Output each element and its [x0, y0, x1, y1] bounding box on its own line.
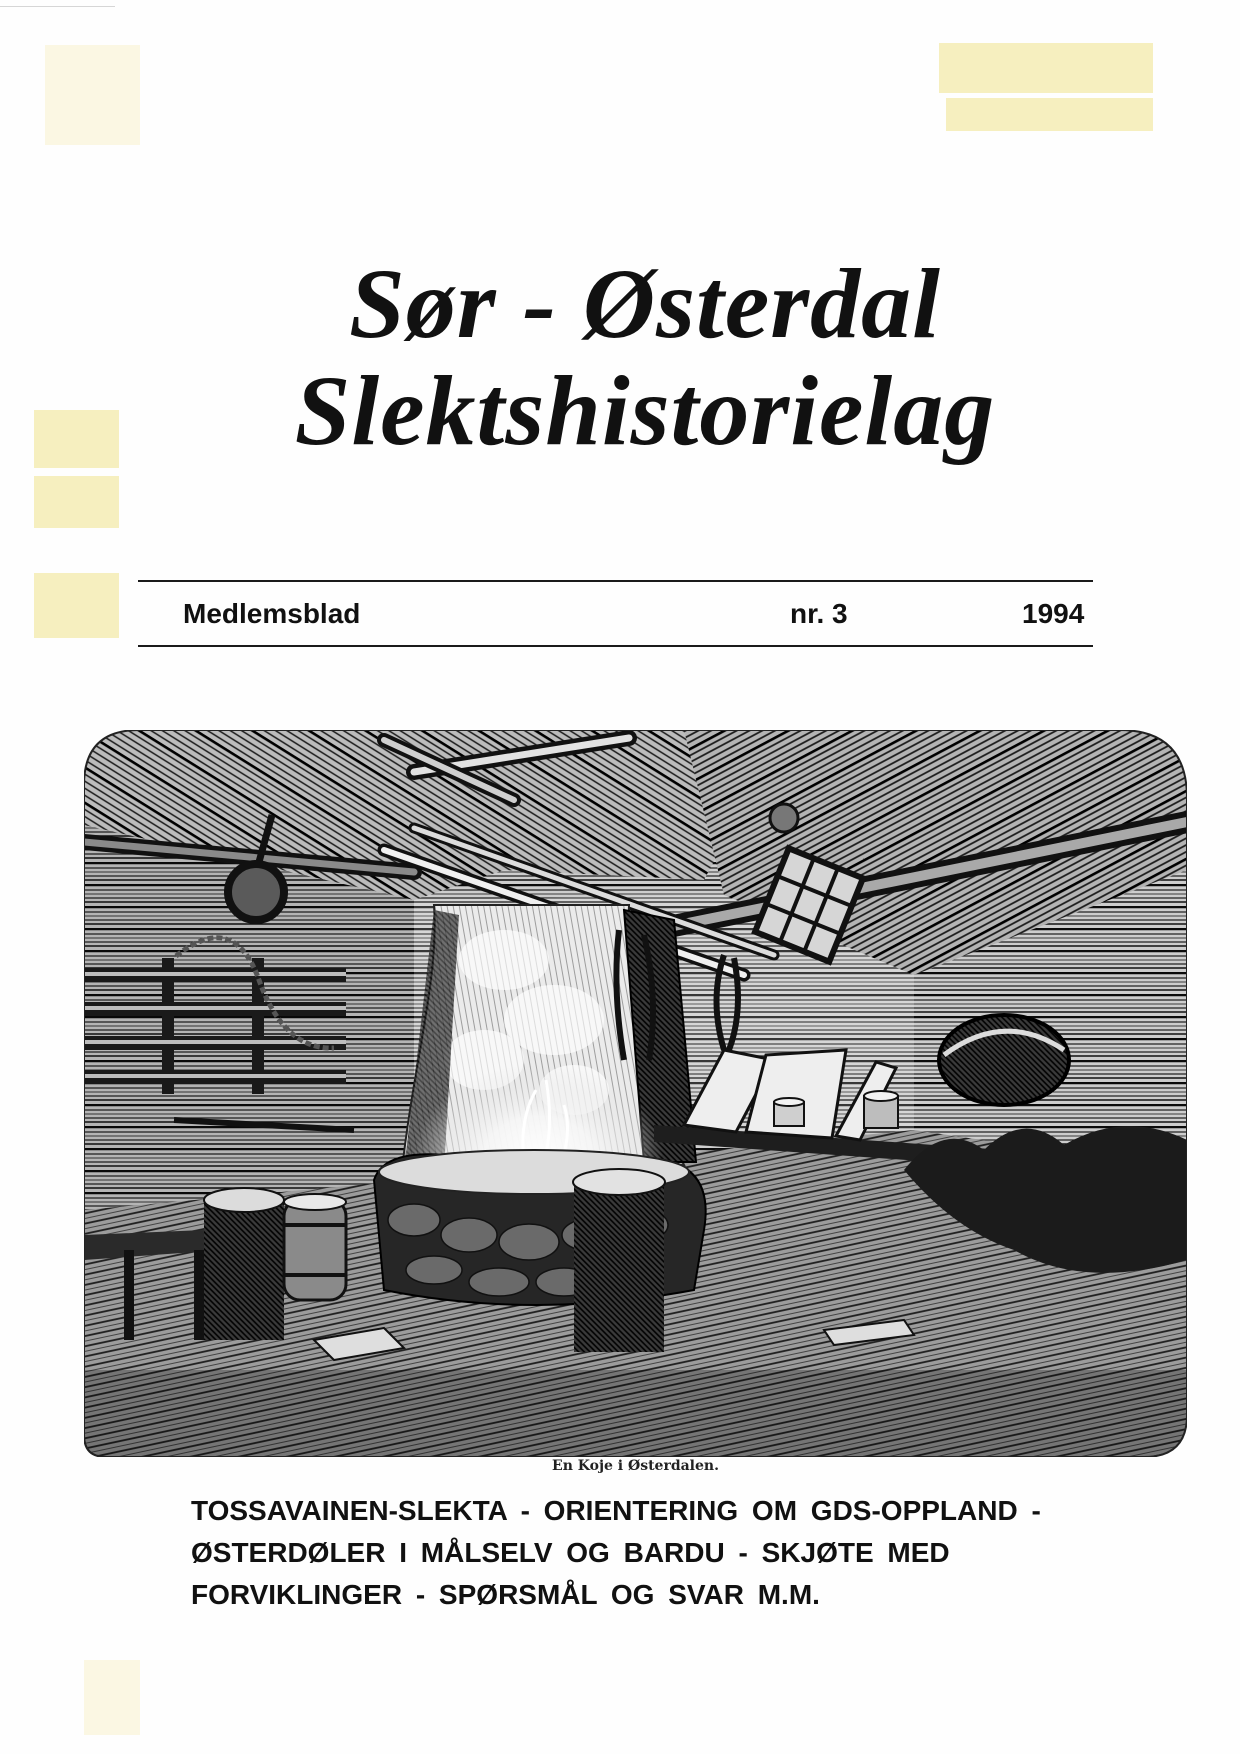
issue-year: 1994 [1022, 598, 1085, 629]
scan-edge-line [0, 6, 115, 7]
masthead-line-1: Sør - Østerdal [349, 248, 941, 359]
masthead-line-2: Slektshistorielag [294, 355, 996, 466]
contents-teaser [191, 1490, 1041, 1616]
tree-stump-center [573, 1169, 665, 1352]
barrel [284, 1194, 346, 1300]
scan-highlight [939, 43, 1153, 93]
scan-highlight [34, 476, 119, 528]
tree-stump-left [204, 1188, 284, 1340]
scan-highlight [946, 98, 1153, 131]
issue-label: Medlemsblad [183, 598, 361, 629]
cabin-interior-engraving [84, 730, 1187, 1457]
masthead-title [50, 250, 1240, 464]
scan-highlight [34, 573, 119, 638]
illustration-caption: En Koje i Østerdalen. [552, 1458, 719, 1474]
scan-highlight [84, 1660, 140, 1735]
contents-line: FORVIKLINGER - SPØRSMÅL OG SVAR M.M. [191, 1579, 820, 1610]
contents-line: ØSTERDØLER I MÅLSELV OG BARDU - SKJØTE MED [191, 1537, 950, 1568]
scan-highlight [45, 45, 140, 145]
basket [939, 1015, 1069, 1105]
issue-rule-bottom [138, 645, 1093, 647]
contents-line: TOSSAVAINEN-SLEKTA - ORIENTERING OM GDS-OPPLAND - [191, 1495, 1041, 1526]
issue-rule-top [138, 580, 1093, 582]
issue-number: nr. 3 [790, 598, 848, 629]
